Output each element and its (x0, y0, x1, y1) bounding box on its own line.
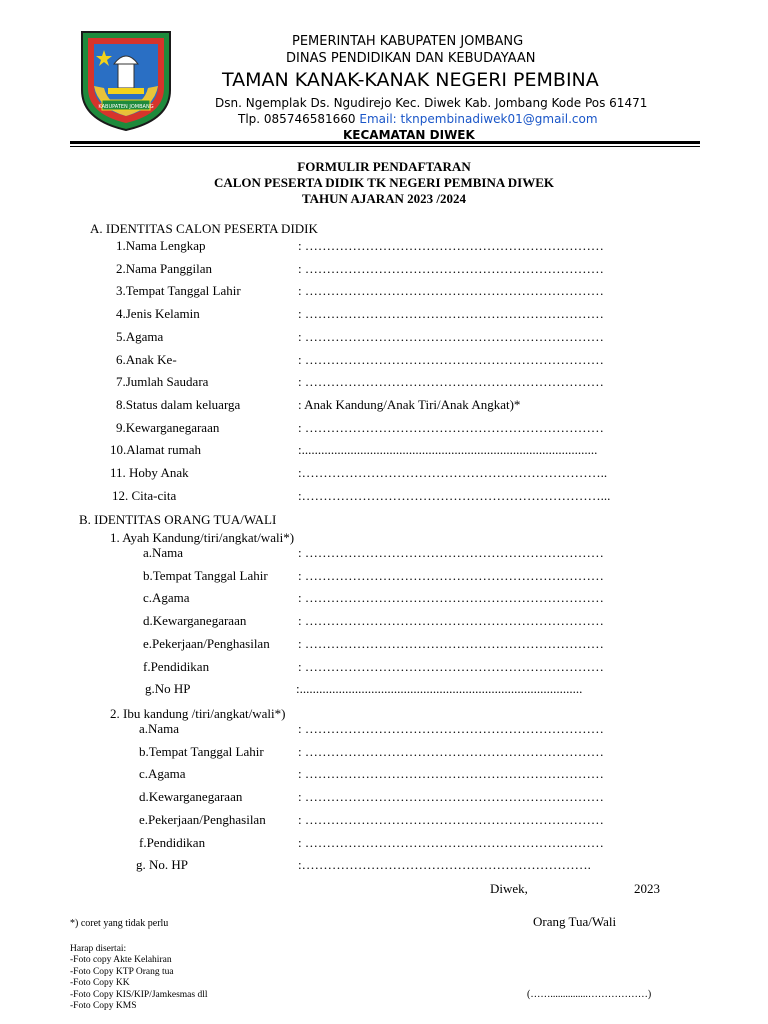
field-label: e.Pekerjaan/Penghasilan (143, 635, 270, 651)
field-label: 8.Status dalam keluarga (116, 396, 241, 412)
department-line: DINAS PENDIDIKAN DAN KEBUDAYAAN (286, 51, 536, 66)
field-value[interactable]: : …………………………………………………………… (298, 328, 604, 344)
field-label: 10.Alamat rumah (110, 442, 201, 458)
email-label: Email: (359, 112, 397, 126)
field-value[interactable]: : …………………………………………………………… (298, 766, 604, 782)
government-line: PEMERINTAH KABUPATEN JOMBANG (292, 34, 524, 49)
field-value[interactable]: : …………………………………………………………… (298, 789, 604, 805)
field-label: 4.Jenis Kelamin (116, 306, 200, 322)
signer-label: Orang Tua/Wali (533, 914, 617, 929)
signature-place: Diwek, (490, 881, 528, 896)
field-label: 1.Nama Lengkap (116, 238, 206, 253)
field-label: 2.Nama Panggilan (116, 260, 213, 276)
jombang-emblem-logo (78, 28, 174, 132)
section-b-heading: B. IDENTITAS ORANG TUA/WALI (79, 512, 277, 527)
form-title: FORMULIR PENDAFTARAN (297, 159, 471, 174)
field-value[interactable]: : …………………………………………………………… (298, 260, 604, 276)
father-heading: 1. Ayah Kandung/tiri/angkat/wali*) (110, 530, 295, 545)
field-label: d.Kewarganegaraan (143, 613, 247, 629)
field-label: 5.Agama (116, 328, 164, 344)
field-label: g.No HP (145, 681, 191, 697)
field-value[interactable]: :…………………………………………………………….. (298, 465, 608, 480)
attachment-item: -Foto Copy KMS (70, 1001, 137, 1011)
field-value[interactable]: : …………………………………………………………… (298, 374, 604, 390)
field-label: 7.Jumlah Saudara (116, 374, 209, 390)
field-label: g. No. HP (136, 857, 189, 873)
field-value[interactable]: :……………………………………………………………... (298, 487, 611, 503)
field-label: a.Nama (143, 545, 184, 560)
field-value[interactable]: : Anak Kandung/Anak Tiri/Anak Angkat)* (298, 396, 521, 412)
field-value[interactable]: :…………………………………………………………. (298, 857, 591, 873)
field-label: f.Pendidikan (143, 658, 210, 674)
field-label: a.Nama (139, 721, 180, 736)
field-value[interactable]: : …………………………………………………………… (298, 721, 604, 736)
phone-number: Tlp. 085746581660 (238, 112, 356, 126)
field-label: 11. Hoby Anak (110, 465, 189, 480)
field-value[interactable]: : …………………………………………………………… (298, 811, 604, 827)
field-label: b.Tempat Tanggal Lahir (143, 567, 268, 583)
field-value[interactable]: : …………………………………………………………… (298, 635, 604, 651)
field-label: 3.Tempat Tanggal Lahir (116, 283, 241, 299)
contact-line (238, 112, 598, 126)
email-link[interactable] (359, 112, 597, 126)
signature-year: 2023 (634, 881, 660, 896)
field-value[interactable]: :........................................................................................... (298, 442, 598, 458)
attachment-item: -Foto Copy KIS/KIP/Jamkesmas dll (70, 989, 208, 1000)
school-name: TAMAN KANAK-KANAK NEGERI PEMBINA (222, 69, 599, 91)
field-value[interactable]: : …………………………………………………………… (298, 567, 604, 583)
logo-ribbon-text: KABUPATEN JOMBANG (98, 104, 154, 110)
form-subtitle: CALON PESERTA DIDIK TK NEGERI PEMBINA DIWEK (213, 175, 554, 190)
mother-heading: 2. Ibu kandung /tiri/angkat/wali*) (110, 706, 286, 721)
header-divider-thick (70, 141, 700, 144)
field-label: 12. Cita-cita (112, 487, 177, 503)
attachment-item: -Foto Copy KK (70, 978, 130, 988)
signature-line: (……...............………………) (527, 989, 652, 1000)
field-value[interactable]: : …………………………………………………………… (298, 834, 604, 850)
school-address: Dsn. Ngemplak Ds. Ngudirejo Kec. Diwek Kab. Jombang Kode Pos 61471 (215, 96, 648, 110)
field-value[interactable]: : …………………………………………………………… (298, 306, 604, 322)
email-address: tknpembinadiwek01@gmail.com (400, 112, 598, 126)
section-a-heading: A. IDENTITAS CALON PESERTA DIDIK (90, 221, 318, 236)
field-value[interactable]: : …………………………………………………………… (298, 238, 604, 253)
field-label: c.Agama (143, 590, 190, 606)
field-label: b.Tempat Tanggal Lahir (139, 743, 264, 759)
field-value[interactable]: : …………………………………………………………… (298, 545, 604, 560)
attachment-item: -Foto Copy KTP Orang tua (70, 966, 174, 977)
field-label: e.Pekerjaan/Penghasilan (139, 811, 266, 827)
field-value[interactable]: :....................................................................................... (296, 681, 583, 697)
attachments-heading: Harap disertai: (70, 944, 127, 954)
attachment-item: -Foto copy Akte Kelahiran (70, 955, 172, 965)
academic-year: TAHUN AJARAN 2023 /2024 (301, 191, 467, 206)
field-value[interactable]: : …………………………………………………………… (298, 283, 604, 299)
field-value[interactable]: : …………………………………………………………… (298, 351, 604, 367)
field-label: 6.Anak Ke- (116, 351, 177, 367)
field-value[interactable]: : …………………………………………………………… (298, 743, 604, 759)
field-value[interactable]: : …………………………………………………………… (298, 613, 604, 629)
field-label: c.Agama (139, 766, 186, 782)
field-label: 9.Kewarganegaraan (116, 419, 220, 435)
field-label: d.Kewarganegaraan (139, 789, 243, 805)
footnote: *) coret yang tidak perlu (70, 918, 169, 929)
field-value[interactable]: : …………………………………………………………… (298, 658, 604, 674)
header-divider-thin (70, 146, 700, 147)
field-value[interactable]: : …………………………………………………………… (298, 419, 604, 435)
field-value[interactable]: : …………………………………………………………… (298, 590, 604, 606)
district-name: KECAMATAN DIWEK (343, 128, 475, 142)
field-label: f.Pendidikan (139, 834, 206, 850)
